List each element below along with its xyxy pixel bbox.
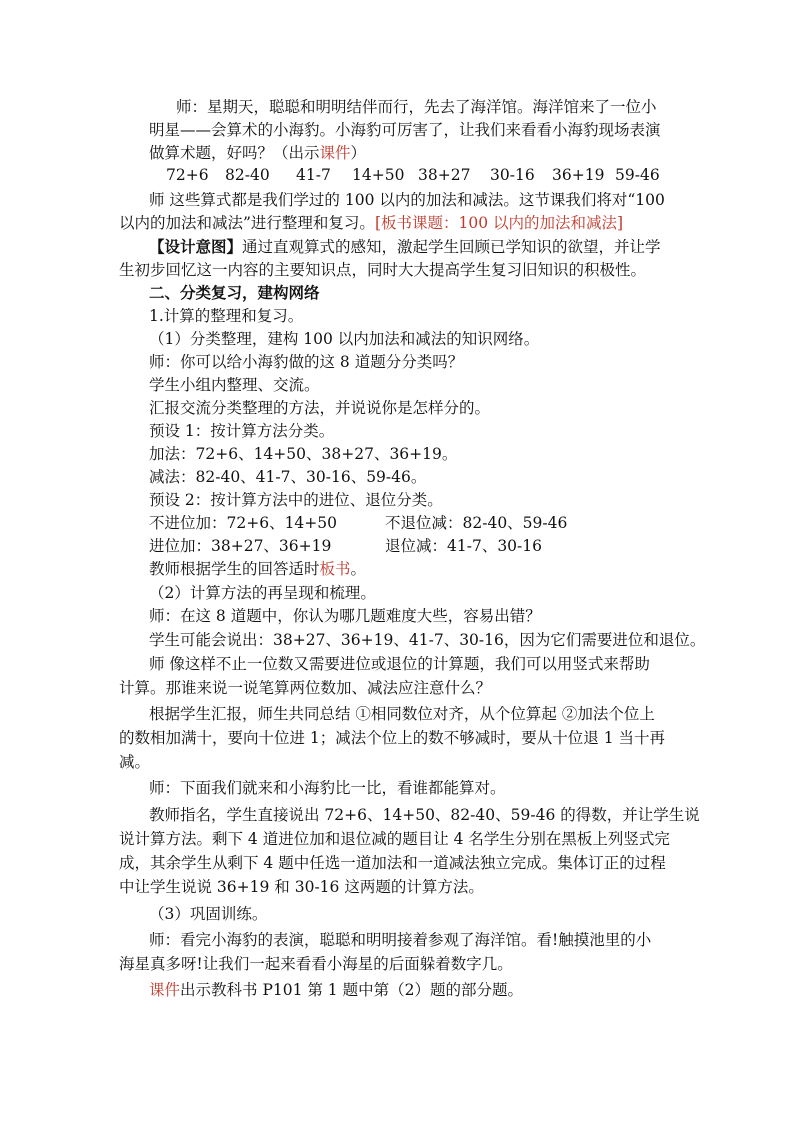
category-item: 不进位加：72+6、14+50 — [149, 514, 338, 532]
subsection-heading: （1）分类整理，建构 100 以内加法和减法的知识网络。 — [149, 330, 540, 348]
equation: 38+27 — [418, 166, 471, 184]
paragraph-line: 成，其余学生从剩下 4 题中任选一道加法和一道减法独立完成。集体订正的过程 — [119, 854, 666, 872]
paragraph-line: 师 这些算式都是我们学过的 100 以内的加法和减法。这节课我们将对“100 — [149, 191, 665, 209]
courseware-link-text: 课件 — [319, 144, 351, 162]
subsection-heading: 1.计算的整理和复习。 — [149, 307, 304, 325]
text-span: 通过直观算式的感知，激起学生回顾已学知识的欲望，并让学 — [242, 238, 661, 256]
paragraph-line: 明星——会算术的小海豹。小海豹可厉害了，让我们来看看小海豹现场表演 — [149, 121, 661, 139]
paragraph-line: 的数相加满十，要向十位进 1；减法个位上的数不够减时，要从十位退 1 当十再 — [119, 729, 666, 747]
equation: 36+19 — [552, 166, 605, 184]
paragraph-line: 中让学生说说 36+19 和 30-16 这两题的计算方法。 — [119, 878, 484, 896]
subsection-heading: （2）计算方法的再呈现和梳理。 — [149, 584, 376, 602]
category-item: 退位减：41-7、30-16 — [385, 537, 543, 555]
paragraph-line: 计算。那谁来说一说笔算两位数加、减法应注意什么？ — [119, 679, 492, 697]
equation: 72+6 — [166, 166, 209, 184]
paragraph-line: 师：看完小海豹的表演，聪聪和明明接着参观了海洋馆。看!触摸池里的小 — [149, 931, 652, 949]
paragraph-line: 汇报交流分类整理的方法，并说说你是怎样分的。 — [149, 399, 491, 417]
paragraph-line: 师：星期天，聪聪和明明结伴而行，先去了海洋馆。海洋馆来了一位小 — [176, 98, 657, 116]
paragraph-line: 预设 1：按计算方法分类。 — [149, 422, 335, 440]
equation: 59-46 — [615, 166, 660, 184]
blackboard-text: 板书 — [319, 560, 351, 578]
subsection-heading: （3）巩固训练。 — [149, 905, 268, 923]
design-intent-label: 【设计意图】 — [149, 237, 243, 256]
design-intent-line — [149, 236, 661, 258]
paragraph-line: 师：在这 8 道题中，你认为哪几题难度大些，容易出错？ — [149, 607, 541, 625]
paragraph-line: 学生小组内整理、交流。 — [149, 376, 320, 394]
paragraph-line — [149, 979, 523, 1001]
paragraph-line: 海星真多呀!让我们一起来看看小海星的后面躲着数字几。 — [119, 955, 513, 973]
text-span: 做算术题，好吗？（出示 — [149, 144, 320, 162]
text-span: 以内的加法和减法”进行整理和复习。 — [119, 214, 375, 232]
paragraph-line: 教师指名，学生直接说出 72+6、14+50、82-40、59-46 的得数，并让学生说 — [149, 806, 700, 824]
paragraph-line: 减法：82-40、41-7、30-16、59-46。 — [149, 468, 427, 486]
section-heading: 二、分类复习，建构网络 — [149, 283, 320, 302]
text-span: 。 — [350, 560, 367, 578]
paragraph-line: 根据学生汇报，师生共同总结 ①相同数位对齐，从个位算起 ②加法个位上 — [149, 705, 655, 723]
paragraph-line: 学生可能会说出：38+27、36+19、41-7、30-16，因为它们需要进位和退位。 — [149, 631, 706, 649]
text-span: 教师根据学生的回答适时 — [149, 560, 320, 578]
text-span: ） — [350, 144, 367, 162]
paragraph-line — [149, 558, 366, 580]
board-topic-text: [板书课题：100 以内的加法和减法] — [374, 214, 624, 232]
paragraph-line: 生初步回忆这一内容的主要知识点，同时大大提高学生复习旧知识的积极性。 — [119, 261, 647, 279]
equation: 41-7 — [296, 166, 331, 184]
equation: 14+50 — [352, 166, 405, 184]
paragraph-line: 减。 — [119, 753, 151, 771]
category-item: 进位加：38+27、36+19 — [149, 537, 332, 555]
equation: 82-40 — [225, 166, 270, 184]
paragraph-line: 说计算方法。剩下 4 道进位加和退位减的题目让 4 名学生分别在黑板上列竖式完 — [119, 830, 670, 848]
paragraph-line: 师：你可以给小海豹做的这 8 道题分分类吗？ — [149, 353, 464, 371]
category-item: 不退位减：82-40、59-46 — [385, 514, 568, 532]
paragraph-line — [149, 142, 366, 164]
paragraph-line: 师 像这样不止一位数又需要进位或退位的计算题，我们可以用竖式来帮助 — [149, 655, 650, 673]
paragraph-line: 加法：72+6、14+50、38+27、36+19。 — [149, 445, 458, 463]
paragraph-line: 预设 2：按计算方法中的进位、退位分类。 — [149, 491, 443, 509]
paragraph-line — [119, 212, 623, 234]
courseware-link-text: 课件 — [149, 981, 181, 999]
equation: 30-16 — [490, 166, 535, 184]
text-span: 出示教科书 P101 第 1 题中第（2）题的部分题。 — [180, 981, 523, 999]
paragraph-line: 师：下面我们就来和小海豹比一比，看谁都能算对。 — [149, 779, 506, 797]
